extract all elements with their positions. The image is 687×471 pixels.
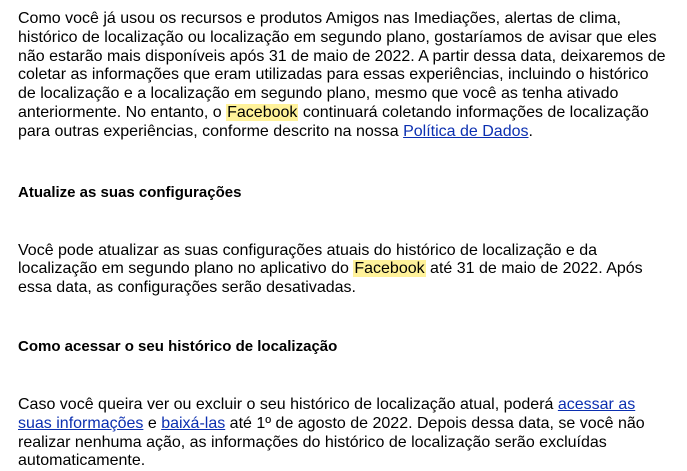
settings-text-2: até 31 de maio de 2022. Após essa data, as configurações serão desativadas. <box>18 260 643 297</box>
facebook-highlight: Facebook <box>227 103 298 121</box>
access-text-2: e <box>143 414 162 432</box>
access-info-link[interactable]: acessar as suas informações <box>18 395 636 432</box>
intro-text-2: continuará coletando informações de localização para outras experiências, conforme descrito na nossa <box>18 103 649 140</box>
settings-heading: Atualize as suas configurações <box>18 183 242 201</box>
intro-paragraph <box>18 10 669 142</box>
settings-text-1: Você pode atualizar as suas configurações atuais do histórico de localização e da localização em segundo plano no aplicativo do <box>18 241 598 278</box>
settings-paragraph <box>18 242 669 298</box>
intro-text-1: Como você já usou os recursos e produtos Amigos nas Imediações, alertas de clima, histórico de localização ou localização em segundo plano, gostaríamos de avisar que eles não estarão mais disponíveis após 31 de maio de 2022. A partir dessa data, deixaremos de coletar as informações que eram utilizadas para essas experiências, incluindo o histórico de localização e a localização em segundo plano, mesmo que você as tenha ativado anteriormente. No entanto, o <box>18 10 666 121</box>
access-heading: Como acessar o seu histórico de localização <box>18 337 338 355</box>
access-text-3: até 1º de agosto de 2022. Depois dessa data, se você não realizar nenhuma ação, as informações do histórico de localização serão excluídas automaticamente. <box>18 414 645 470</box>
intro-text-3: . <box>528 122 533 140</box>
download-link[interactable]: baixá-las <box>161 414 226 432</box>
access-text-1: Caso você queira ver ou excluir o seu histórico de localização atual, poderá <box>18 395 558 413</box>
facebook-highlight: Facebook <box>354 260 425 278</box>
access-paragraph <box>18 396 669 471</box>
data-policy-link[interactable]: Política de Dados <box>403 122 529 140</box>
